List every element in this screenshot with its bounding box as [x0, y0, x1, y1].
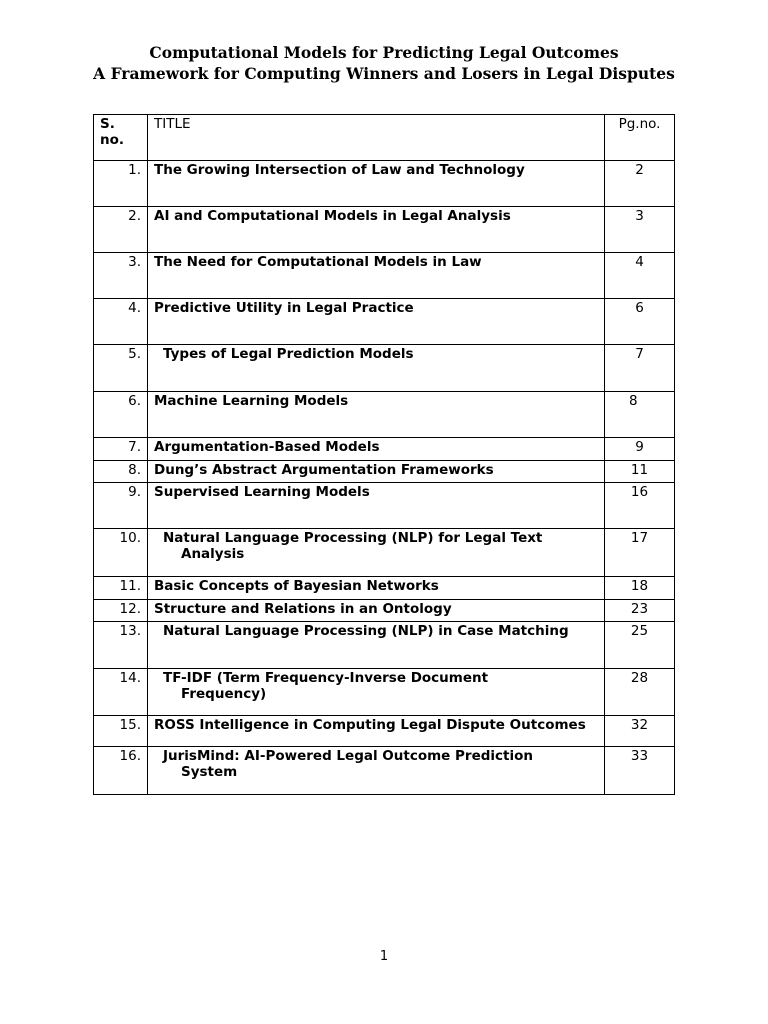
- row-pg: 16: [605, 483, 675, 529]
- row-sno: 9.: [94, 483, 148, 529]
- row-title: Machine Learning Models: [148, 392, 605, 438]
- table-row: [94, 529, 675, 577]
- row-title-continuation: Frequency): [181, 686, 267, 702]
- row-sno: 1.: [94, 161, 148, 207]
- row-title: Predictive Utility in Legal Practice: [148, 299, 605, 345]
- table-row: [94, 669, 675, 716]
- header-sno: S. no.: [94, 115, 148, 161]
- row-pg: 17: [605, 529, 675, 577]
- row-sno: 3.: [94, 253, 148, 299]
- table-row: [94, 207, 675, 253]
- table-row: [94, 299, 675, 345]
- row-sno: 5.: [94, 345, 148, 392]
- row-sno: 2.: [94, 207, 148, 253]
- title-line-1: Computational Models for Predicting Legal Outcomes: [149, 43, 619, 62]
- row-pg: 4: [605, 253, 675, 299]
- row-title: Structure and Relations in an Ontology: [148, 600, 605, 622]
- row-pg: 7: [605, 345, 675, 392]
- table-row: [94, 483, 675, 529]
- row-title: ROSS Intelligence in Computing Legal Dispute Outcomes: [148, 716, 605, 747]
- row-pg: 3: [605, 207, 675, 253]
- row-title: [148, 529, 605, 577]
- table-row: [94, 253, 675, 299]
- row-sno: 10.: [94, 529, 148, 577]
- table-row: [94, 161, 675, 207]
- row-sno: 7.: [94, 438, 148, 461]
- row-title: Supervised Learning Models: [148, 483, 605, 529]
- table-row: [94, 438, 675, 461]
- row-sno: 11.: [94, 577, 148, 600]
- row-title: [148, 669, 605, 716]
- row-title-continuation: Analysis: [181, 546, 245, 562]
- table-row: [94, 716, 675, 747]
- table-row: [94, 622, 675, 669]
- row-title-text: JurisMind: AI-Powered Legal Outcome Prediction: [163, 748, 534, 764]
- row-pg: 28: [605, 669, 675, 716]
- row-title: [148, 345, 605, 392]
- row-sno: 8.: [94, 461, 148, 483]
- page-number: 1: [379, 949, 389, 964]
- row-title: [148, 747, 605, 795]
- row-title-text: TF-IDF (Term Frequency-Inverse Document: [163, 670, 489, 686]
- row-title-text: Natural Language Processing (NLP) in Case Matching: [163, 623, 569, 639]
- row-pg: 2: [605, 161, 675, 207]
- row-title: The Need for Computational Models in Law: [148, 253, 605, 299]
- table-row: [94, 577, 675, 600]
- header-pg: Pg.no.: [605, 115, 675, 161]
- row-title: Dung’s Abstract Argumentation Frameworks: [148, 461, 605, 483]
- table-row: [94, 392, 675, 438]
- row-sno: 12.: [94, 600, 148, 622]
- row-title-text: Natural Language Processing (NLP) for Legal Text: [163, 530, 543, 546]
- row-pg: 6: [605, 299, 675, 345]
- row-title: AI and Computational Models in Legal Analysis: [148, 207, 605, 253]
- table-row: [94, 747, 675, 795]
- toc-header-row: [94, 115, 675, 161]
- row-title-text: Types of Legal Prediction Models: [163, 346, 414, 362]
- row-sno: 4.: [94, 299, 148, 345]
- row-title: Argumentation-Based Models: [148, 438, 605, 461]
- row-title-continuation: System: [181, 764, 238, 780]
- table-row: [94, 461, 675, 483]
- row-sno: 15.: [94, 716, 148, 747]
- row-sno: 6.: [94, 392, 148, 438]
- row-sno: 13.: [94, 622, 148, 669]
- row-pg: 23: [605, 600, 675, 622]
- row-pg: 25: [605, 622, 675, 669]
- table-of-contents: [93, 114, 675, 795]
- row-pg: 9: [605, 438, 675, 461]
- table-row: [94, 345, 675, 392]
- row-pg: 32: [605, 716, 675, 747]
- row-pg: 18: [605, 577, 675, 600]
- document-title: [0, 42, 768, 84]
- row-sno: 14.: [94, 669, 148, 716]
- header-title: TITLE: [148, 115, 605, 161]
- row-sno: 16.: [94, 747, 148, 795]
- row-title: Basic Concepts of Bayesian Networks: [148, 577, 605, 600]
- table-row: [94, 600, 675, 622]
- row-pg: 8: [605, 392, 675, 438]
- title-line-2: A Framework for Computing Winners and Losers in Legal Disputes: [93, 64, 675, 83]
- row-pg: 11: [605, 461, 675, 483]
- row-title: The Growing Intersection of Law and Technology: [148, 161, 605, 207]
- row-pg: 33: [605, 747, 675, 795]
- row-title: [148, 622, 605, 669]
